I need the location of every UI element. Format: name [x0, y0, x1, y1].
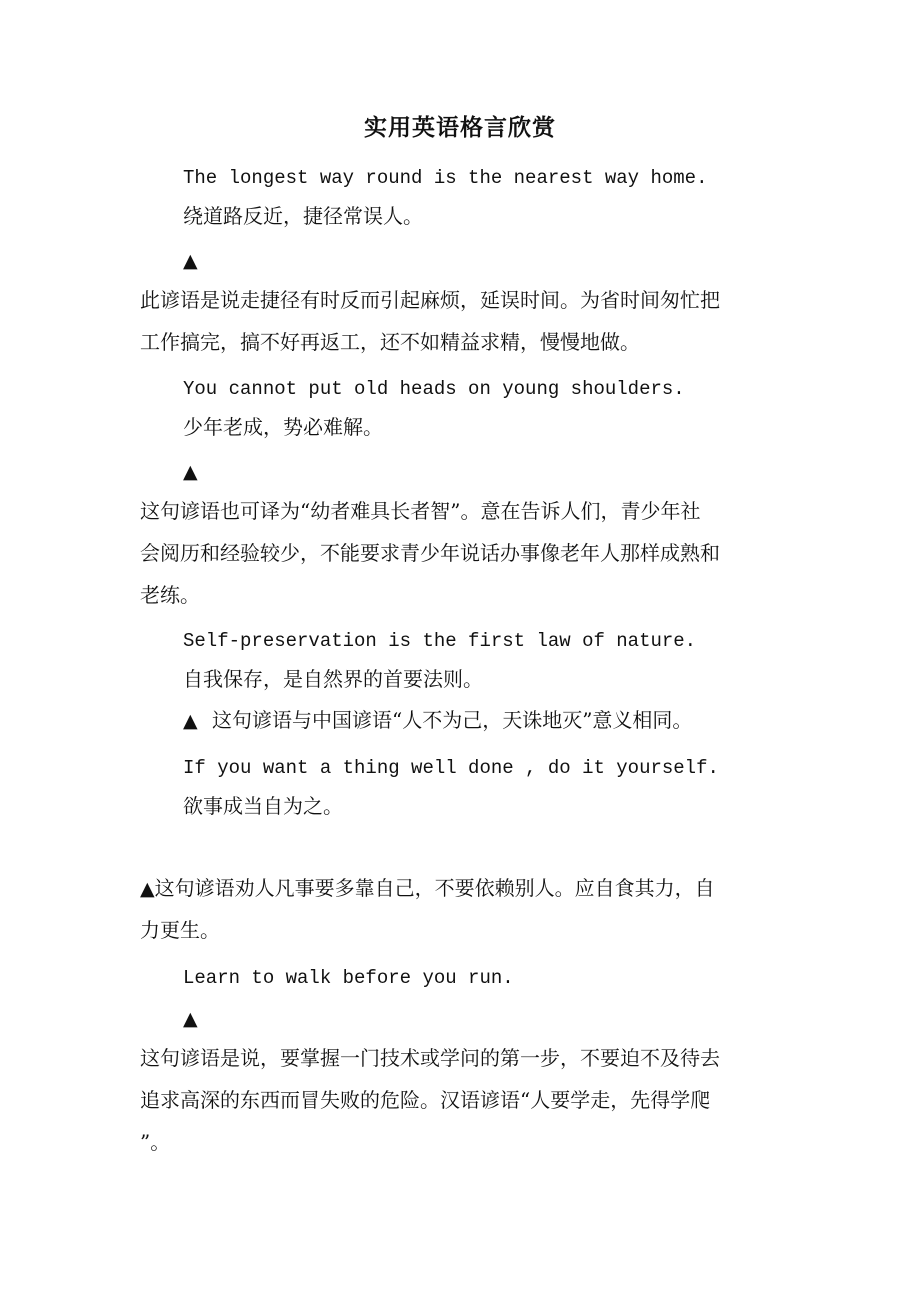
note-text: 这句谚语与中国谚语“人不为己，天诛地灭”意义相同。	[211, 708, 693, 732]
triangle-marker-icon: ▲	[183, 710, 198, 732]
proverb-english: Self-preservation is the first law of nature.	[183, 630, 697, 652]
triangle-marker-icon: ▲	[183, 1008, 198, 1030]
page-title: 实用英语格言欣赏	[364, 114, 556, 141]
proverb-note	[140, 490, 772, 616]
proverb-english: You cannot put old heads on young shoulders.	[183, 378, 685, 400]
note-line: 力更生。	[140, 918, 220, 942]
note-line-text: 这句谚语劝人凡事要多靠自己，不要依赖别人。应自食其力，自	[154, 876, 715, 900]
note-line: 追求高深的东西而冒失败的危险。汉语谚语“人要学走，先得学爬	[140, 1088, 711, 1112]
proverb-chinese: 少年老成，势必难解。	[183, 415, 383, 439]
proverb-note	[140, 867, 772, 951]
proverb-chinese: 欲事成当自为之。	[183, 794, 343, 818]
proverb-english: If you want a thing well done , do it yourself.	[183, 757, 719, 779]
triangle-marker-icon: ▲	[183, 461, 198, 483]
note-line: 此谚语是说走捷径有时反而引起麻烦，延误时间。为省时间匆忙把	[140, 288, 720, 312]
proverb-note	[140, 1037, 772, 1163]
proverb-english: Learn to walk before you run.	[183, 967, 514, 989]
proverb-chinese: 自我保存，是自然界的首要法则。	[183, 667, 483, 691]
note-line: 工作搞完，搞不好再返工，还不如精益求精，慢慢地做。	[140, 330, 640, 354]
note-line: 这句谚语是说，要掌握一门技术或学问的第一步，不要迫不及待去	[140, 1046, 720, 1070]
proverb-english: The longest way round is the nearest way home.	[183, 167, 708, 189]
proverb-chinese: 绕道路反近，捷径常误人。	[183, 204, 423, 228]
proverb-note	[140, 279, 772, 363]
note-line: 这句谚语也可译为“幼者难具长者智”。意在告诉人们，青少年社	[140, 499, 701, 523]
triangle-marker-icon: ▲	[140, 878, 155, 900]
note-line: ”。	[140, 1130, 171, 1154]
proverb-note-inline	[183, 706, 692, 735]
triangle-marker-icon: ▲	[183, 250, 198, 272]
note-line	[140, 867, 772, 909]
note-line: 老练。	[140, 583, 200, 607]
note-line: 会阅历和经验较少，不能要求青少年说话办事像老年人那样成熟和	[140, 541, 720, 565]
